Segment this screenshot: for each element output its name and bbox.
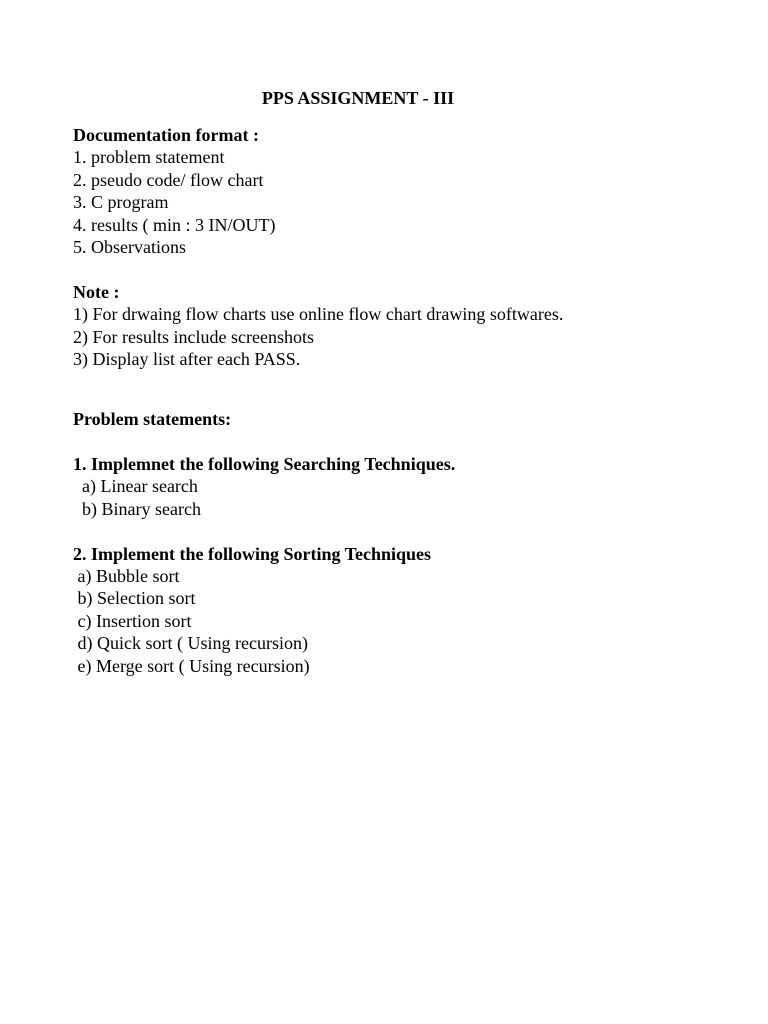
sorting-item: c) Insertion sort: [73, 610, 192, 631]
spacer: [73, 258, 713, 280]
note-heading: Note :: [73, 281, 120, 302]
spacer: [73, 431, 713, 453]
spacer: [73, 520, 713, 542]
searching-heading: 1. Implemnet the following Searching Techniques.: [73, 454, 456, 475]
documentation-item: 2. pseudo code/ flow chart: [73, 169, 264, 190]
document-body: [73, 124, 713, 677]
sorting-item: b) Selection sort: [73, 588, 196, 609]
sorting-item: a) Bubble sort: [73, 566, 180, 587]
documentation-item: 1. problem statement: [73, 147, 225, 168]
documentation-heading: Documentation format :: [73, 125, 259, 145]
sorting-item: d) Quick sort ( Using recursion): [73, 633, 308, 654]
note-item: 1) For drwaing flow charts use online flow chart drawing softwares.: [73, 304, 564, 325]
documentation-item: 5. Observations: [73, 236, 186, 257]
page-title: PPS ASSIGNMENT - III: [261, 88, 455, 108]
sorting-heading: 2. Implement the following Sorting Techniques: [73, 543, 432, 564]
documentation-item: 4. results ( min : 3 IN/OUT): [73, 214, 276, 235]
sorting-item: e) Merge sort ( Using recursion): [73, 655, 310, 676]
note-item: 2) For results include screenshots: [73, 326, 314, 347]
problem-statements-heading: Problem statements:: [73, 409, 232, 430]
documentation-item: 3. C program: [73, 192, 169, 213]
spacer: [73, 370, 713, 408]
note-item: 3) Display list after each PASS.: [73, 348, 301, 369]
searching-item: b) Binary search: [73, 498, 201, 519]
searching-item: a) Linear search: [73, 476, 198, 497]
